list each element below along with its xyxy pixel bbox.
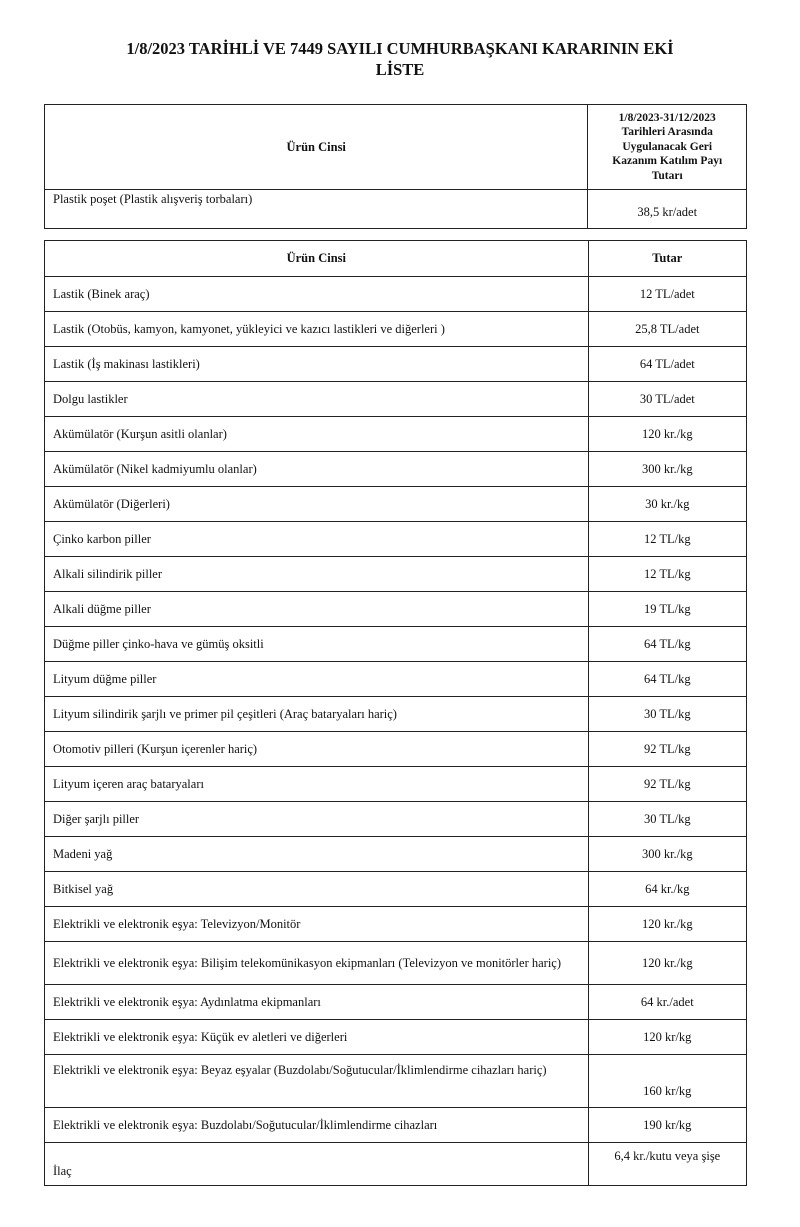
page-title — [0, 38, 800, 80]
product-value: 190 kr/kg — [588, 1108, 746, 1143]
product-value: 300 kr./kg — [588, 452, 746, 487]
product-value: 120 kr./kg — [588, 907, 746, 942]
product-value: 64 TL/kg — [588, 662, 746, 697]
product-name: Lityum içeren araç bataryaları — [45, 767, 589, 802]
header-value — [588, 105, 747, 190]
table-row — [45, 767, 747, 802]
product-name: Elektrikli ve elektronik eşya: Televizyon/Monitör — [45, 907, 589, 942]
header-value-line: 1/8/2023-31/12/2023 — [618, 111, 716, 124]
title-line-2: LİSTE — [375, 60, 425, 79]
product-name: Elektrikli ve elektronik eşya: Bilişim telekomünikasyon ekipmanları (Televizyon ve monitörler hariç) — [45, 942, 589, 985]
header-product: Ürün Cinsi — [45, 105, 588, 190]
table-row — [45, 837, 747, 872]
product-name: Akümülatör (Nikel kadmiyumlu olanlar) — [45, 452, 589, 487]
table-row — [45, 697, 747, 732]
product-name: Bitkisel yağ — [45, 872, 589, 907]
product-name: Lityum silindirik şarjlı ve primer pil çeşitleri (Araç bataryaları hariç) — [45, 697, 589, 732]
product-name: Elektrikli ve elektronik eşya: Küçük ev aletleri ve diğerleri — [45, 1020, 589, 1055]
table-row — [45, 557, 747, 592]
product-value: 12 TL/adet — [588, 277, 746, 312]
product-name: Lastik (Binek araç) — [45, 277, 589, 312]
product-name: İlaç — [45, 1143, 589, 1186]
table-row — [45, 1055, 747, 1108]
product-name: Lastik (Otobüs, kamyon, kamyonet, yükleyici ve kazıcı lastikleri ve diğerleri ) — [45, 312, 589, 347]
table-row — [45, 732, 747, 767]
table-row — [45, 872, 747, 907]
header-value-line: Tutarı — [651, 169, 683, 182]
product-value: 30 TL/kg — [588, 697, 746, 732]
product-name: Diğer şarjlı piller — [45, 802, 589, 837]
product-value: 12 TL/kg — [588, 522, 746, 557]
product-value: 12 TL/kg — [588, 557, 746, 592]
product-value: 120 kr./kg — [588, 417, 746, 452]
table-row — [45, 190, 747, 229]
table-row — [45, 662, 747, 697]
product-value: 300 kr./kg — [588, 837, 746, 872]
product-value: 64 TL/kg — [588, 627, 746, 662]
product-fee-table — [44, 240, 747, 1186]
product-name: Alkali silindirik piller — [45, 557, 589, 592]
product-name: Elektrikli ve elektronik eşya: Aydınlatma ekipmanları — [45, 985, 589, 1020]
table-row — [45, 1020, 747, 1055]
title-line-1: 1/8/2023 TARİHLİ VE 7449 SAYILI CUMHURBAŞKANI KARARININ EKİ — [126, 39, 674, 58]
product-name: Lityum düğme piller — [45, 662, 589, 697]
product-value: 38,5 kr/adet — [588, 190, 747, 229]
product-name: Madeni yağ — [45, 837, 589, 872]
table-header-row — [45, 241, 747, 277]
product-name: Alkali düğme piller — [45, 592, 589, 627]
table-row — [45, 347, 747, 382]
table-row — [45, 487, 747, 522]
product-value: 30 kr./kg — [588, 487, 746, 522]
product-name: Akümülatör (Kurşun asitli olanlar) — [45, 417, 589, 452]
table-row — [45, 802, 747, 837]
product-value: 92 TL/kg — [588, 767, 746, 802]
product-value: 64 kr./adet — [588, 985, 746, 1020]
header-value-line: Kazanım Katılım Payı — [612, 155, 723, 168]
product-value: 160 kr/kg — [588, 1055, 746, 1108]
product-value: 6,4 kr./kutu veya şişe — [588, 1143, 746, 1186]
product-name: Elektrikli ve elektronik eşya: Buzdolabı/Soğutucular/İklimlendirme cihazları — [45, 1108, 589, 1143]
product-name: Düğme piller çinko-hava ve gümüş oksitli — [45, 627, 589, 662]
product-value: 30 TL/kg — [588, 802, 746, 837]
table-row — [45, 985, 747, 1020]
plastic-bag-table — [44, 104, 747, 229]
product-name: Plastik poşet (Plastik alışveriş torbaları) — [45, 190, 588, 229]
product-name: Lastik (İş makinası lastikleri) — [45, 347, 589, 382]
header-value-line: Tarihleri Arasında — [621, 126, 713, 139]
product-value: 25,8 TL/adet — [588, 312, 746, 347]
table-row — [45, 417, 747, 452]
product-value: 92 TL/kg — [588, 732, 746, 767]
table-row — [45, 452, 747, 487]
product-value: 120 kr/kg — [588, 1020, 746, 1055]
product-value: 64 kr./kg — [588, 872, 746, 907]
table-row — [45, 1108, 747, 1143]
table-row — [45, 942, 747, 985]
table-row — [45, 522, 747, 557]
header-value-line: Uygulanacak Geri — [622, 140, 713, 153]
product-name: Otomotiv pilleri (Kurşun içerenler hariç) — [45, 732, 589, 767]
table-row — [45, 627, 747, 662]
product-value: 120 kr./kg — [588, 942, 746, 985]
table-row — [45, 312, 747, 347]
table-row — [45, 1143, 747, 1186]
product-value: 19 TL/kg — [588, 592, 746, 627]
product-value: 64 TL/adet — [588, 347, 746, 382]
product-name: Çinko karbon piller — [45, 522, 589, 557]
table-row — [45, 592, 747, 627]
product-name: Akümülatör (Diğerleri) — [45, 487, 589, 522]
product-value: 30 TL/adet — [588, 382, 746, 417]
table-row — [45, 907, 747, 942]
table-header-row — [45, 105, 747, 190]
header-product: Ürün Cinsi — [45, 241, 589, 277]
header-value: Tutar — [588, 241, 746, 277]
product-name: Dolgu lastikler — [45, 382, 589, 417]
table-row — [45, 277, 747, 312]
product-name: Elektrikli ve elektronik eşya: Beyaz eşyalar (Buzdolabı/Soğutucular/İklimlendirme cihazları hariç) — [45, 1055, 589, 1108]
table-row — [45, 382, 747, 417]
